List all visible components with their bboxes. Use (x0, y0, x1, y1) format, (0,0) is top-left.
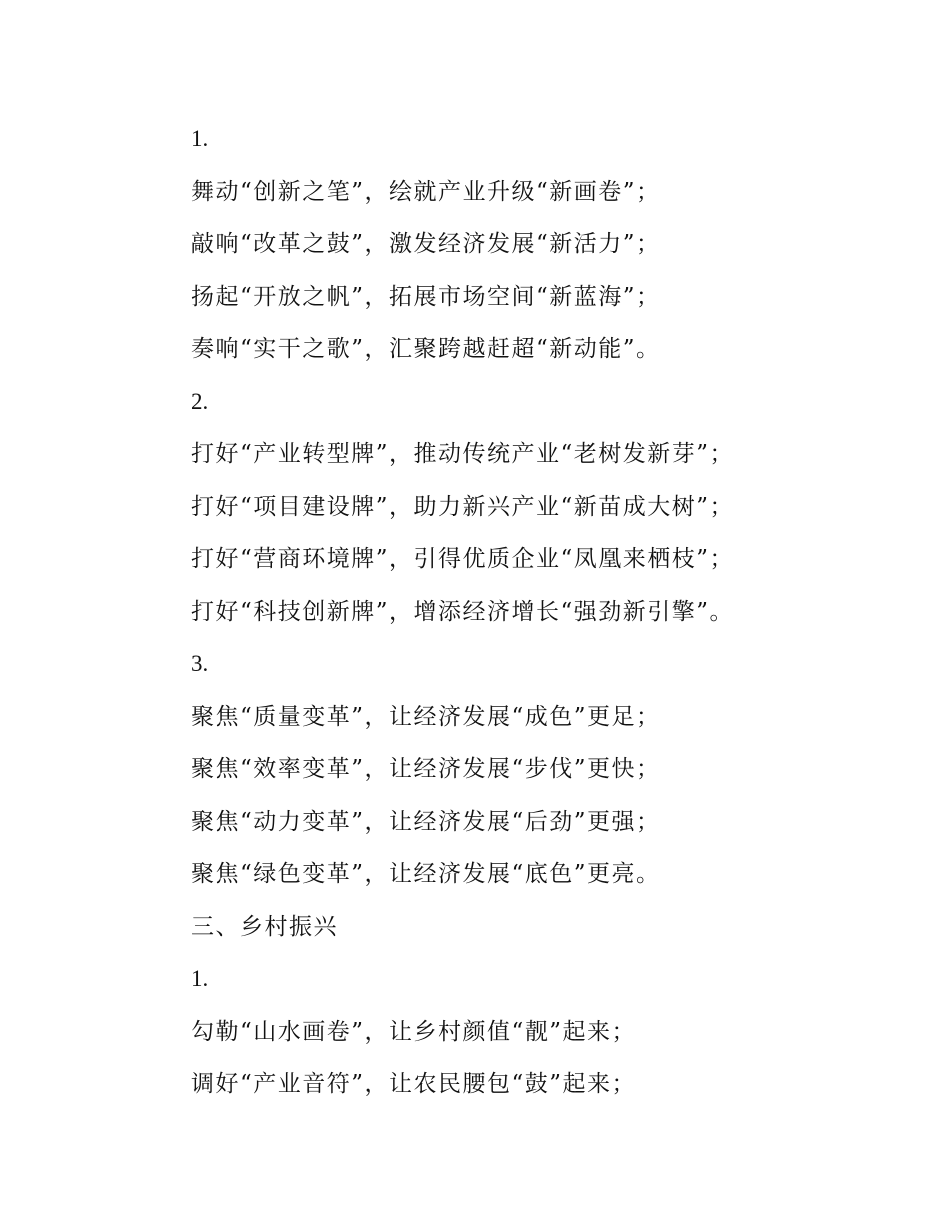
text-line: 打好“项目建设牌”，助力新兴产业“新苗成大树”； (191, 493, 735, 520)
text-line: 调好“产业音符”，让农民腰包“鼓”起来； (191, 1071, 637, 1097)
section-number: 2. (191, 388, 209, 414)
section-heading: 三、乡村振兴 (191, 913, 338, 940)
text-line: 聚焦“质量变革”，让经济发展“成色”更足； (191, 703, 661, 730)
text-line: 敲响“改革之鼓”，激发经济发展“新活力”； (191, 231, 661, 257)
section-number: 3. (191, 651, 209, 676)
section-number: 1. (191, 126, 209, 151)
text-line: 聚焦“效率变革”，让经济发展“步伐”更快； (191, 756, 661, 782)
text-line: 勾勒“山水画卷”，让乡村颜值“靓”起来； (191, 1018, 637, 1045)
document-body (191, 124, 931, 1122)
text-line: 聚焦“绿色变革”，让经济发展“底色”更亮。 (191, 861, 661, 887)
text-line: 舞动“创新之笔”，绘就产业升级“新画卷”； (191, 178, 661, 205)
text-line: 奏响“实干之歌”，汇聚跨越赶超“新动能”。 (191, 336, 661, 362)
text-line: 聚焦“动力变革”，让经济发展“后劲”更强； (191, 808, 661, 835)
text-line: 打好“科技创新牌”，增添经济增长“强劲新引擎”。 (191, 598, 735, 625)
section-number: 1. (191, 966, 209, 991)
text-line: 打好“产业转型牌”，推动传统产业“老树发新芽”； (191, 441, 735, 467)
text-line: 打好“营商环境牌”，引得优质企业“凤凰来栖枝”； (191, 546, 735, 572)
text-line: 扬起“开放之帆”，拓展市场空间“新蓝海”； (191, 283, 661, 310)
